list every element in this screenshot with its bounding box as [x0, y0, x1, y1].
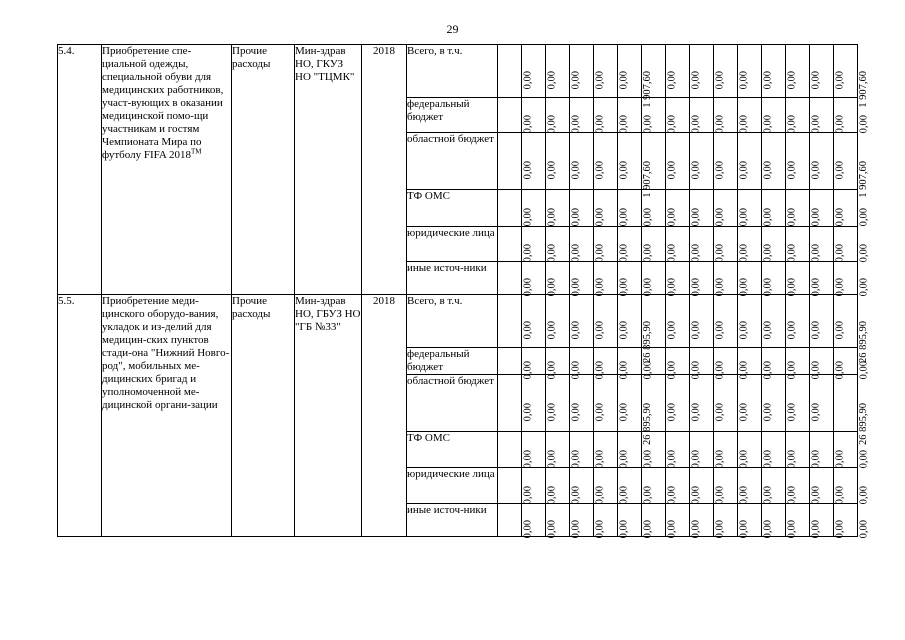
value-cell: 0,00	[786, 468, 810, 504]
year: 2018	[362, 45, 407, 295]
table-row	[58, 295, 858, 348]
value-cell: 1 907,60	[834, 45, 858, 98]
value-cell: 0,00	[594, 295, 618, 348]
value-cell: 0,00	[810, 348, 834, 375]
value-cell: 0,00	[618, 190, 642, 227]
value-cell: 0,00	[618, 262, 642, 295]
value-cell: 0,00	[690, 45, 714, 98]
value-cell: 0,00	[738, 45, 762, 98]
value-cell: 0,00	[642, 468, 666, 504]
source-label: областной бюджет	[407, 133, 498, 190]
page-number: 29	[446, 22, 459, 36]
value-cell: 0,00	[762, 98, 786, 133]
value-cell: 0,00	[570, 295, 594, 348]
value-cell: 0,00	[690, 375, 714, 432]
value-cell: 0,00	[714, 45, 738, 98]
value-cell: 0,00	[498, 45, 522, 98]
value-cell: 0,00	[738, 504, 762, 537]
value-cell: 0,00	[834, 262, 858, 295]
source-label: ТФ ОМС	[407, 432, 498, 468]
value-cell: 0,00	[810, 133, 834, 190]
value-cell: 0,00	[546, 375, 570, 432]
value-cell: 26 895,90	[618, 295, 642, 348]
value-cell: 0,00	[522, 432, 546, 468]
value-cell: 0,00	[810, 432, 834, 468]
value-cell: 0,00	[738, 262, 762, 295]
value-cell: 0,00	[522, 133, 546, 190]
value-cell: 0,00	[570, 468, 594, 504]
value-cell: 0,00	[522, 468, 546, 504]
value-cell: 0,00	[498, 227, 522, 262]
value-cell: 0,00	[522, 262, 546, 295]
value-cell: 0,00	[810, 190, 834, 227]
value-cell: 0,00	[690, 190, 714, 227]
value-cell: 0,00	[810, 262, 834, 295]
value-cell: 0,00	[666, 133, 690, 190]
year: 2018	[362, 295, 407, 537]
value-cell: 0,00	[714, 133, 738, 190]
value-cell: 0,00	[570, 348, 594, 375]
value-cell: 0,00	[498, 98, 522, 133]
expense-category: Прочие расходы	[232, 295, 295, 537]
value-cell: 0,00	[666, 262, 690, 295]
value-cell: 0,00	[522, 504, 546, 537]
value-cell: 0,00	[810, 227, 834, 262]
value-cell: 0,00	[642, 348, 666, 375]
source-label: Всего, в т.ч.	[407, 45, 498, 98]
value-cell: 0,00	[834, 504, 858, 537]
value-cell: 0,00	[594, 98, 618, 133]
value-cell: 0,00	[594, 432, 618, 468]
value-cell: 0,00	[546, 348, 570, 375]
value-cell: 0,00	[690, 468, 714, 504]
value-cell: 0,00	[738, 190, 762, 227]
value-cell: 0,00	[522, 98, 546, 133]
source-label: федеральный бюджет	[407, 348, 498, 375]
value-cell: 0,00	[642, 375, 666, 432]
value-cell: 0,00	[618, 227, 642, 262]
value-cell: 0,00	[786, 133, 810, 190]
value-cell: 0,00	[714, 348, 738, 375]
value-cell: 0,00	[738, 295, 762, 348]
value-cell: 0,00	[786, 295, 810, 348]
value-cell: 0,00	[570, 262, 594, 295]
value-cell: 0,00	[714, 98, 738, 133]
value-cell: 0,00	[570, 375, 594, 432]
value-cell: 0,00	[546, 98, 570, 133]
value-cell: 0,00	[594, 262, 618, 295]
value-cell: 0,00	[666, 348, 690, 375]
value-cell: 0,00	[594, 348, 618, 375]
item-name: Приобретение меди-цинского оборудо-вания, укладок и из-делий для медицин-ских пунктов стади-она "Нижний Новго-род", мобильных ме-дицинских бригад и уполномоченной ме-дицинской органи-зации	[102, 295, 232, 537]
value-cell: 0,00	[738, 468, 762, 504]
value-cell: 0,00	[810, 98, 834, 133]
value-cell: 0,00	[546, 133, 570, 190]
source-label: ТФ ОМС	[407, 190, 498, 227]
executor: Мин-здрав НО, ГКУЗ НО "ТЦМК"	[295, 45, 362, 295]
value-cell: 0,00	[762, 133, 786, 190]
value-cell: 0,00	[762, 262, 786, 295]
value-cell: 0,00	[786, 375, 810, 432]
value-cell: 0,00	[762, 45, 786, 98]
value-cell: 0,00	[618, 468, 642, 504]
value-cell: 0,00	[834, 348, 858, 375]
value-cell: 0,00	[618, 432, 642, 468]
value-cell: 0,00	[786, 262, 810, 295]
value-cell: 0,00	[834, 432, 858, 468]
value-cell: 0,00	[594, 133, 618, 190]
value-cell: 0,00	[786, 190, 810, 227]
value-cell: 0,00	[738, 227, 762, 262]
value-cell: 0,00	[834, 98, 858, 133]
value-cell: 0,00	[738, 98, 762, 133]
value-cell: 0,00	[522, 190, 546, 227]
value-cell: 0,00	[642, 432, 666, 468]
value-cell: 0,00	[570, 133, 594, 190]
value-cell: 0,00	[498, 262, 522, 295]
value-cell: 0,00	[690, 262, 714, 295]
value-cell: 0,00	[642, 262, 666, 295]
value-cell: 0,00	[498, 432, 522, 468]
value-cell: 0,00	[570, 504, 594, 537]
value-cell: 0,00	[714, 295, 738, 348]
value-cell: 0,00	[690, 504, 714, 537]
value-cell: 0,00	[762, 432, 786, 468]
value-cell: 0,00	[666, 190, 690, 227]
value-cell: 0,00	[498, 133, 522, 190]
value-cell: 0,00	[498, 375, 522, 432]
value-cell: 0,00	[786, 98, 810, 133]
value-cell: 0,00	[498, 348, 522, 375]
value-cell: 0,00	[714, 375, 738, 432]
value-cell: 26 895,90	[618, 375, 642, 432]
value-cell: 0,00	[642, 45, 666, 98]
value-cell: 0,00	[786, 348, 810, 375]
value-cell: 0,00	[642, 295, 666, 348]
value-cell: 0,00	[546, 468, 570, 504]
value-cell: 0,00	[714, 504, 738, 537]
value-cell: 0,00	[714, 227, 738, 262]
value-cell: 1 907,60	[618, 45, 642, 98]
source-label: иные источ-ники	[407, 504, 498, 537]
value-cell: 0,00	[594, 375, 618, 432]
value-cell: 0,00	[642, 98, 666, 133]
value-cell: 0,00	[522, 375, 546, 432]
value-cell: 0,00	[786, 432, 810, 468]
value-cell: 0,00	[834, 190, 858, 227]
value-cell: 0,00	[690, 295, 714, 348]
item-name: Приобретение спе-циальной одежды, специальной обуви для медицинских работников, участ-вующих в оказании медицинской помо-щи участникам и гостям Чемпионата Мира по футболу FIFA 2018™	[102, 45, 232, 295]
row-number: 5.5.	[58, 295, 102, 537]
value-cell: 0,00	[762, 190, 786, 227]
value-cell: 0,00	[498, 504, 522, 537]
value-cell: 0,00	[834, 227, 858, 262]
value-cell: 0,00	[666, 295, 690, 348]
value-cell: 0,00	[666, 468, 690, 504]
value-cell: 0,00	[570, 190, 594, 227]
value-cell: 0,00	[594, 45, 618, 98]
value-cell: 0,00	[522, 348, 546, 375]
executor: Мин-здрав НО, ГБУЗ НО "ГБ №33"	[295, 295, 362, 537]
value-cell: 0,00	[666, 504, 690, 537]
value-cell: 0,00	[714, 432, 738, 468]
value-cell: 0,00	[570, 432, 594, 468]
value-cell: 0,00	[762, 295, 786, 348]
value-cell: 0,00	[690, 432, 714, 468]
value-cell: 0,00	[498, 468, 522, 504]
value-cell: 0,00	[618, 348, 642, 375]
value-cell: 0,00	[666, 98, 690, 133]
value-cell: 0,00	[762, 348, 786, 375]
value-cell: 0,00	[690, 98, 714, 133]
value-cell: 0,00	[522, 295, 546, 348]
value-cell: 0,00	[810, 45, 834, 98]
value-cell	[810, 375, 834, 432]
value-cell: 0,00	[738, 375, 762, 432]
value-cell: 0,00	[546, 190, 570, 227]
value-cell: 0,00	[546, 432, 570, 468]
source-label: юридические лица	[407, 227, 498, 262]
value-cell: 0,00	[642, 133, 666, 190]
row-number: 5.4.	[58, 45, 102, 295]
value-cell: 0,00	[738, 348, 762, 375]
value-cell: 0,00	[546, 227, 570, 262]
value-cell: 0,00	[618, 504, 642, 537]
value-cell: 26 895,90	[834, 375, 858, 432]
value-cell: 0,00	[786, 45, 810, 98]
value-cell: 0,00	[666, 227, 690, 262]
value-cell: 0,00	[714, 468, 738, 504]
value-cell: 0,00	[690, 348, 714, 375]
value-cell: 0,00	[810, 295, 834, 348]
value-cell: 0,00	[762, 504, 786, 537]
value-cell: 1 907,60	[618, 133, 642, 190]
value-cell: 0,00	[690, 227, 714, 262]
source-label: Всего, в т.ч.	[407, 295, 498, 348]
source-label: областной бюджет	[407, 375, 498, 432]
value-cell: 0,00	[714, 190, 738, 227]
value-cell: 0,00	[522, 227, 546, 262]
table-row	[58, 45, 858, 98]
value-cell: 0,00	[810, 468, 834, 504]
value-cell: 0,00	[786, 504, 810, 537]
value-cell: 0,00	[834, 468, 858, 504]
value-cell: 26 895,90	[834, 295, 858, 348]
value-cell: 0,00	[762, 375, 786, 432]
value-cell: 0,00	[666, 432, 690, 468]
value-cell: 0,00	[546, 295, 570, 348]
value-cell: 1 907,60	[834, 133, 858, 190]
value-cell: 0,00	[762, 468, 786, 504]
value-cell: 0,00	[498, 295, 522, 348]
value-cell: 0,00	[810, 504, 834, 537]
value-cell: 0,00	[690, 133, 714, 190]
source-label: юридические лица	[407, 468, 498, 504]
value-cell: 0,00	[642, 190, 666, 227]
value-cell: 0,00	[594, 468, 618, 504]
source-label: иные источ-ники	[407, 262, 498, 295]
value-cell: 0,00	[546, 504, 570, 537]
value-cell: 0,00	[546, 45, 570, 98]
budget-table	[57, 44, 869, 539]
value-cell: 0,00	[738, 133, 762, 190]
value-cell: 0,00	[570, 45, 594, 98]
value-cell: 0,00	[642, 504, 666, 537]
trademark-sup: TM	[191, 147, 202, 156]
value-cell: 0,00	[546, 262, 570, 295]
value-cell: 0,00	[570, 98, 594, 133]
value-cell: 0,00	[714, 262, 738, 295]
value-cell: 0,00	[786, 227, 810, 262]
expense-category: Прочие расходы	[232, 45, 295, 295]
value-cell: 0,00	[642, 227, 666, 262]
value-cell: 0,00	[594, 190, 618, 227]
value-cell: 0,00	[570, 227, 594, 262]
value-cell: 0,00	[762, 227, 786, 262]
value-cell: 0,00	[618, 98, 642, 133]
value-cell: 0,00	[666, 375, 690, 432]
value-cell: 0,00	[522, 45, 546, 98]
value-cell: 0,00	[498, 190, 522, 227]
value-cell: 0,00	[738, 432, 762, 468]
source-label: федеральный бюджет	[407, 98, 498, 133]
value-cell: 0,00	[594, 504, 618, 537]
value-cell: 0,00	[666, 45, 690, 98]
value-cell: 0,00	[594, 227, 618, 262]
